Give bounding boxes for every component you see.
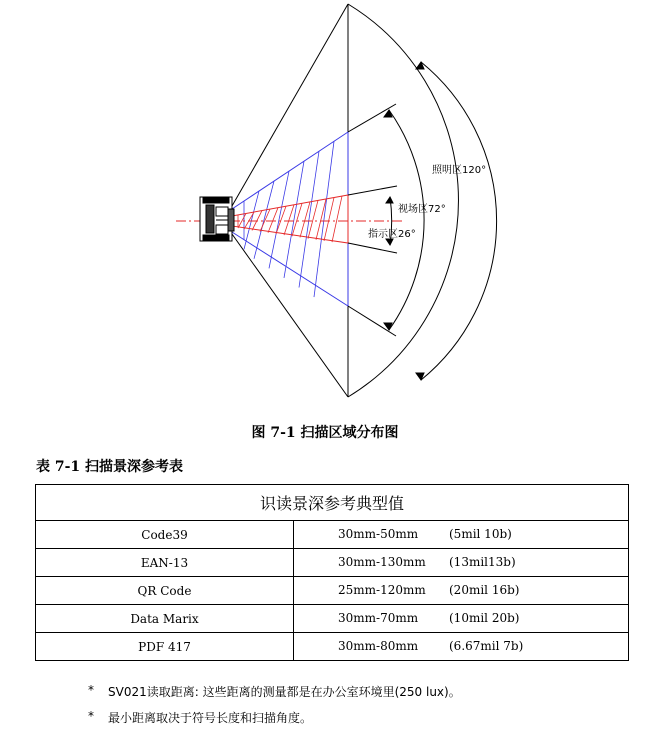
mil-text: (20mil 16b) xyxy=(449,583,520,597)
mil-text: (10mil 20b) xyxy=(449,611,520,625)
indicator-zone-label: 指示区26° xyxy=(368,229,416,240)
mil-text: (5mil 10b) xyxy=(449,527,512,541)
range-text: 30mm-70mm xyxy=(338,611,419,625)
illumination-zone xyxy=(232,4,458,397)
note-text: 最小距离取决于符号长度和扫描角度。 xyxy=(108,711,313,725)
note-item xyxy=(88,709,461,735)
symbology-cell: Code39 xyxy=(36,521,294,549)
symbology-cell: PDF 417 xyxy=(36,633,294,661)
table-caption: 表 7-1 扫描景深参考表 xyxy=(36,459,184,475)
field-of-view-zone-label: 视场区72° xyxy=(398,204,446,215)
table-row xyxy=(36,549,629,577)
range-text: 25mm-120mm xyxy=(338,583,426,597)
table-row xyxy=(36,577,629,605)
bullet-star: * xyxy=(88,709,94,723)
table-header-row xyxy=(36,485,629,521)
field-of-view-zone xyxy=(232,104,396,336)
symbology-cell: Data Marix xyxy=(36,605,294,633)
table-row xyxy=(36,521,629,549)
value-cell xyxy=(294,521,629,549)
value-cell xyxy=(294,633,629,661)
table-row xyxy=(36,605,629,633)
scanner-engine xyxy=(200,197,234,241)
table-header: 识读景深参考典型值 xyxy=(36,485,629,521)
mil-text: (6.67mil 7b) xyxy=(449,639,524,653)
illumination-zone-label: 照明区120° xyxy=(432,165,487,176)
indicator-zone xyxy=(232,186,397,253)
range-text: 30mm-80mm xyxy=(338,639,419,653)
note-text: SV021读取距离: 这些距离的测量都是在办公室环境里(250 lux)。 xyxy=(108,685,461,699)
value-cell xyxy=(294,605,629,633)
range-text: 30mm-130mm xyxy=(338,555,426,569)
range-text: 30mm-50mm xyxy=(338,527,419,541)
value-cell xyxy=(294,577,629,605)
mil-text: (13mil13b) xyxy=(449,555,516,569)
bullet-star: * xyxy=(88,683,94,697)
figure-caption: 图 7-1 扫描区域分布图 xyxy=(251,425,399,441)
symbology-cell: EAN-13 xyxy=(36,549,294,577)
note-item xyxy=(88,683,461,709)
symbology-cell: QR Code xyxy=(36,577,294,605)
table-row xyxy=(36,633,629,661)
value-cell xyxy=(294,549,629,577)
notes-list xyxy=(88,683,461,735)
depth-of-field-table xyxy=(35,484,629,661)
